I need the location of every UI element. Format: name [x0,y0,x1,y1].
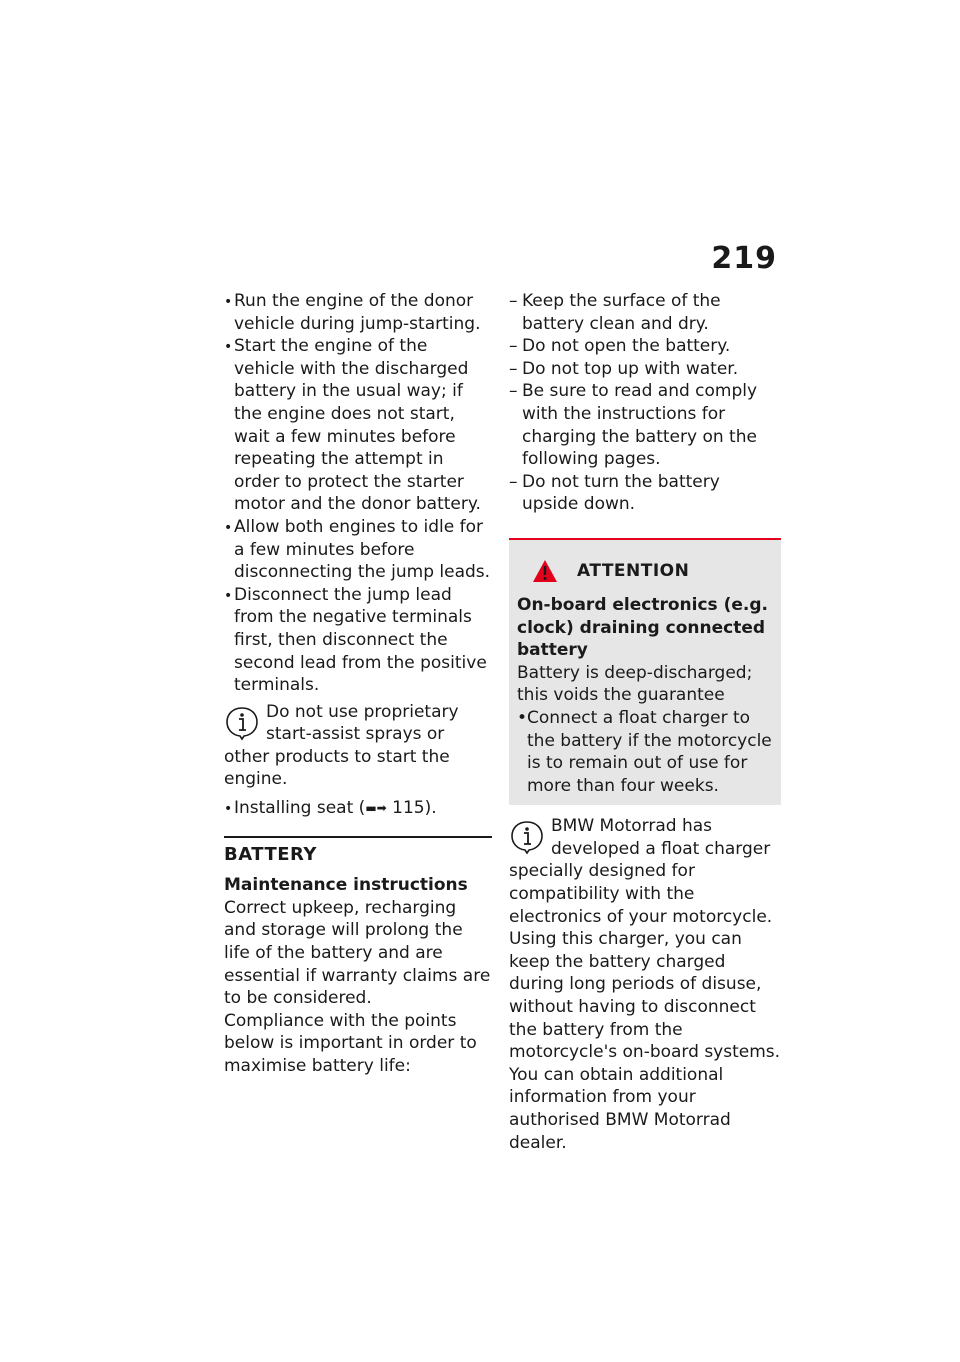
list-item: • Disconnect the jump lead from the negative terminals first, then disconnect the second lead from the positive terminals. [224,584,492,697]
reference-arrow-icon: ▬➡ [365,801,387,816]
list-item: – Do not open the battery. [509,336,731,357]
left-column [224,290,492,1078]
info-icon [509,819,545,855]
paragraph: Compliance with the points below is important in order to maximise battery life: [224,1010,477,1076]
attention-subtitle: On-board electronics (e.g. clock) draining connected battery [517,594,768,661]
paragraph: Correct upkeep, recharging and storage will prolong the life of the battery and are essential if warranty claims are to be considered. [224,897,491,1009]
list-item: • Allow both engines to idle for a few minutes before disconnecting the jump leads. [224,516,492,584]
attention-box [509,538,781,805]
section-title: BATTERY [224,843,317,865]
section-divider [224,836,492,838]
info-note: BMW Motorrad has developed a float charger specially designed for compatibility with the electronics of your motorcycle. Using this charger, you can keep the battery charged during long periods of disuse, without having to disconnect the battery from the motorcycle's on-board systems. You can obtain additional information from your authorised BMW Motorrad dealer. [509,816,781,1153]
info-icon [224,705,260,741]
list-item: • Installing seat (▬➡ 115). [224,797,492,820]
right-column [509,290,781,1154]
list-item: • Start the engine of the vehicle with the discharged battery in the usual way; if the engine does not start, wait a few minutes before repeating the attempt in order to protect the starter motor and the donor battery. [224,335,492,516]
list-item: – Do not top up with water. [509,358,739,379]
attention-text: Battery is deep-discharged; this voids the guarantee [517,662,753,706]
warning-triangle-icon [531,558,559,584]
subsection-title: Maintenance instructions [224,875,468,896]
list-item: • Run the engine of the donor vehicle during jump-starting. [224,290,492,335]
page-number: 219 [711,241,777,276]
info-note: Do not use proprietary start-assist sprays or other products to start the engine. [224,701,459,790]
list-item: – Keep the surface of the battery clean and dry. [509,291,721,334]
attention-title: ATTENTION [577,560,690,581]
list-item: • Connect a float charger to the battery if the motorcycle is to remain out of use for more than four weeks. [517,707,772,796]
list-item: – Be sure to read and comply with the instructions for charging the battery on the following pages. [509,381,758,470]
list-item: – Do not turn the battery upside down. [509,471,720,515]
